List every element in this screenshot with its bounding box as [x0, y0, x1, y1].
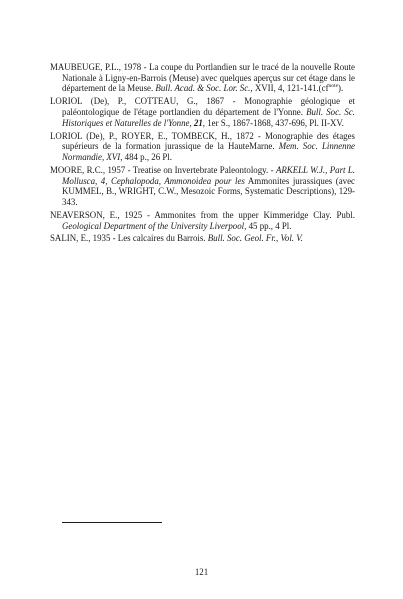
reference-text: LORIOL (De), P., COTTEAU, G., 1867 - Monographie géologique et paléontologique de l'étage portlandien du département de l'Yonne.	[50, 96, 355, 117]
reference-entry	[50, 165, 355, 208]
reference-text: note	[328, 83, 339, 90]
reference-text: 21	[193, 117, 203, 128]
reference-text: , 1er S., 1867-1868, 437-696, Pl. II-XV.	[202, 117, 344, 128]
reference-text: Bull. Acad. & Soc. Lor. Sc.,	[155, 83, 255, 94]
reference-text: NEAVERSON, E., 1925 - Ammonites from the upper Kimmeridge Clay. Publ.	[50, 209, 355, 220]
reference-entry	[50, 210, 355, 231]
reference-list	[50, 62, 355, 246]
reference-entry	[50, 233, 355, 244]
reference-text: Mem. Soc. Linnenne Normandie, XVI	[62, 141, 356, 162]
footnote-separator	[62, 522, 162, 523]
reference-text: SALIN, E., 1935 - Les calcaires du Barrois.	[50, 233, 208, 244]
reference-text: Ammonites jurassiques (avec KUMMEL, B., WRIGHT, C.W., Mesozoic Forms, Systematic Descriptions), 129-343.	[62, 175, 355, 207]
reference-text: LORIOL (De), P., ROYER, E., TOMBECK, H., 1872 - Monographie des étages supérieurs de la formation jurassique de la HauteMarne.	[50, 130, 355, 152]
reference-entry	[50, 62, 355, 94]
page-number: 121	[194, 567, 209, 577]
reference-text: ARKELL W.J., Part L. Mollusca, 4, Cephalopoda, Ammonoidea pour les	[62, 164, 355, 186]
reference-entry	[50, 96, 355, 128]
reference-text: , 484 p., 26 Pl.	[120, 152, 172, 162]
reference-text: MAUBEUGE, P.L., 1978 - La coupe du Portlandien sur le tracé de la nouvelle Route Nationale à Ligny-en-Barrois (Meuse) avec quelques aperçus sur cet étage dans le département de la Meuse.	[50, 62, 355, 94]
reference-text: Bull. Soc. Geol. Fr., Vol. V.	[207, 233, 303, 244]
reference-text: , 45 pp., 4 Pl.	[244, 220, 292, 231]
reference-entry	[50, 131, 355, 163]
reference-text: ).	[338, 83, 344, 94]
reference-text: XVII, 4, 121-141.(cf	[254, 83, 329, 94]
reference-text: MOORE, R.C., 1957 - Treatise on Invertebrate Paleontology. -	[50, 164, 276, 175]
reference-text: Bull. Soc. Sc. Historiques et Naturelles de l'Yonne,	[62, 107, 355, 128]
reference-text: Geological Department of the University Liverpool	[62, 220, 245, 231]
